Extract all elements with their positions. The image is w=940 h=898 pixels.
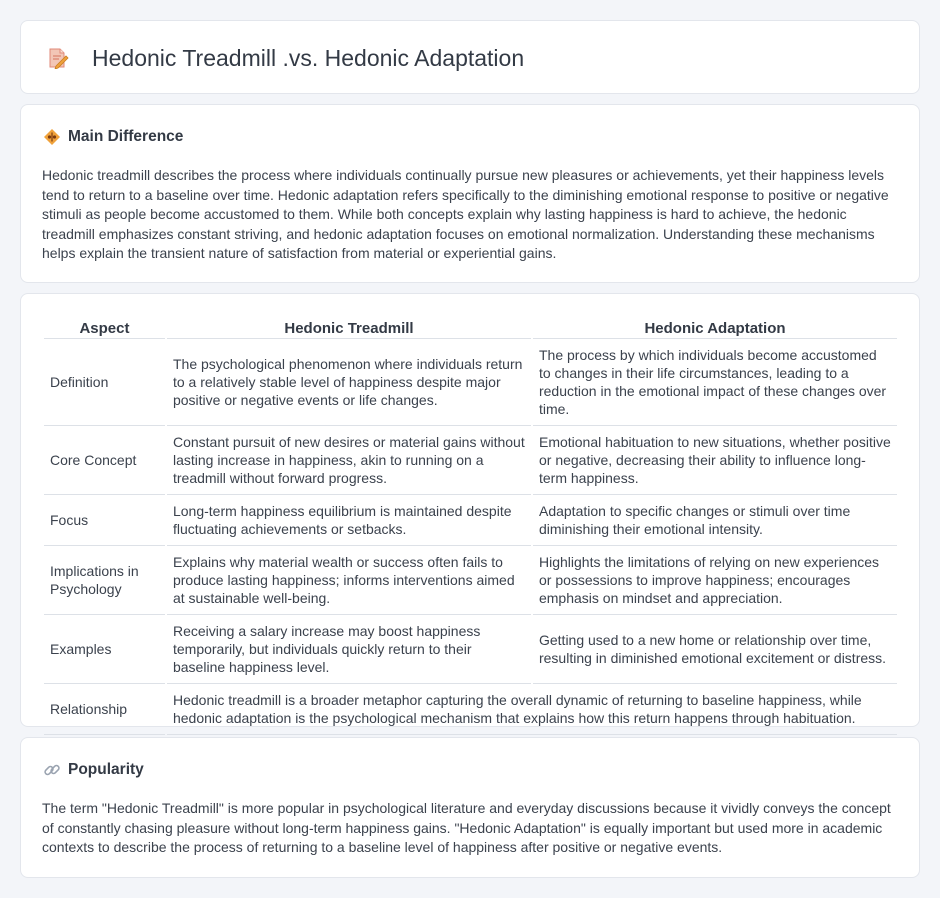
header-card bbox=[20, 20, 920, 94]
header-hedonic-adaptation: Hedonic Adaptation bbox=[533, 315, 897, 339]
row-adaptation: Emotional habituation to new situations, whether positive or negative, decreasing their ability to influence long-term happiness. bbox=[533, 426, 897, 495]
document-pencil-icon bbox=[47, 47, 69, 69]
row-aspect: Core Concept bbox=[44, 426, 165, 495]
table-row bbox=[44, 426, 897, 495]
table-row bbox=[44, 495, 897, 546]
row-relationship-text: Hedonic treadmill is a broader metaphor capturing the overall dynamic of returning to baseline happiness, while hedonic adaptation is the psychological mechanism that explains how this return happens through habituation. bbox=[167, 684, 897, 735]
row-aspect: Focus bbox=[44, 495, 165, 546]
popularity-heading: Popularity bbox=[68, 761, 144, 778]
row-adaptation: Highlights the limitations of relying on new experiences or possessions to improve happiness; encourages emphasis on mindset and appreciation. bbox=[533, 546, 897, 615]
row-aspect: Definition bbox=[44, 339, 165, 426]
header-hedonic-treadmill: Hedonic Treadmill bbox=[167, 315, 531, 339]
row-aspect: Implications in Psychology bbox=[44, 546, 165, 615]
row-adaptation: The process by which individuals become accustomed to changes in their life circumstances, leading to a reduction in the emotional impact of these changes over time. bbox=[533, 339, 897, 426]
table-row bbox=[44, 546, 897, 615]
main-difference-heading: Main Difference bbox=[68, 128, 184, 145]
row-treadmill: Long-term happiness equilibrium is maintained despite fluctuating achievements or setbacks. bbox=[167, 495, 531, 546]
comparison-section bbox=[20, 293, 920, 727]
header-aspect: Aspect bbox=[44, 315, 165, 339]
main-difference-section bbox=[20, 104, 920, 283]
row-treadmill: Explains why material wealth or success often fails to produce lasting happiness; informs interventions aimed at sustainable well-being. bbox=[167, 546, 531, 615]
table-row bbox=[44, 615, 897, 684]
row-treadmill: Constant pursuit of new desires or material gains without lasting increase in happiness, akin to running on a treadmill without forward progress. bbox=[167, 426, 531, 495]
link-icon bbox=[43, 761, 61, 779]
row-aspect: Relationship bbox=[44, 684, 165, 735]
table-header-row bbox=[44, 315, 897, 339]
comparison-table bbox=[42, 315, 899, 735]
table-row-relationship bbox=[44, 684, 897, 735]
popularity-section bbox=[20, 737, 920, 878]
row-treadmill: The psychological phenomenon where individuals return to a relatively stable level of happiness despite major positive or negative events or life changes. bbox=[167, 339, 531, 426]
table-row bbox=[44, 339, 897, 426]
popularity-text: The term "Hedonic Treadmill" is more popular in psychological literature and everyday discussions because it vividly conveys the concept of constantly chasing pleasure without long-term happiness gains. "Hedonic Adaptation" is equally important but used more in academic contexts to describe the process of returning to a baseline level of happiness after positive or negative events. bbox=[42, 800, 891, 856]
row-aspect: Examples bbox=[44, 615, 165, 684]
main-difference-text: Hedonic treadmill describes the process where individuals continually pursue new pleasures or achievements, yet their happiness levels tend to return to a baseline over time. Hedonic adaptation refers specifically to the diminishing emotional response to positive or negative stimuli as people become accustomed to them. While both concepts explain why lasting happiness is hard to achieve, the hedonic treadmill emphasizes constant striving, and hedonic adaptation focuses on emotional normalization. Understanding these mechanisms helps explain the transient nature of satisfaction from material or experiential gains. bbox=[42, 167, 889, 262]
main-difference-header bbox=[43, 126, 183, 148]
page-title: Hedonic Treadmill .vs. Hedonic Adaptation bbox=[92, 45, 525, 71]
popularity-header bbox=[43, 759, 144, 781]
row-adaptation: Adaptation to specific changes or stimuli over time diminishing their emotional intensity. bbox=[533, 495, 897, 546]
row-treadmill: Receiving a salary increase may boost happiness temporarily, but individuals quickly return to their baseline happiness level. bbox=[167, 615, 531, 684]
row-adaptation: Getting used to a new home or relationship over time, resulting in diminished emotional excitement or distress. bbox=[533, 615, 897, 684]
diamond-icon bbox=[43, 128, 61, 146]
